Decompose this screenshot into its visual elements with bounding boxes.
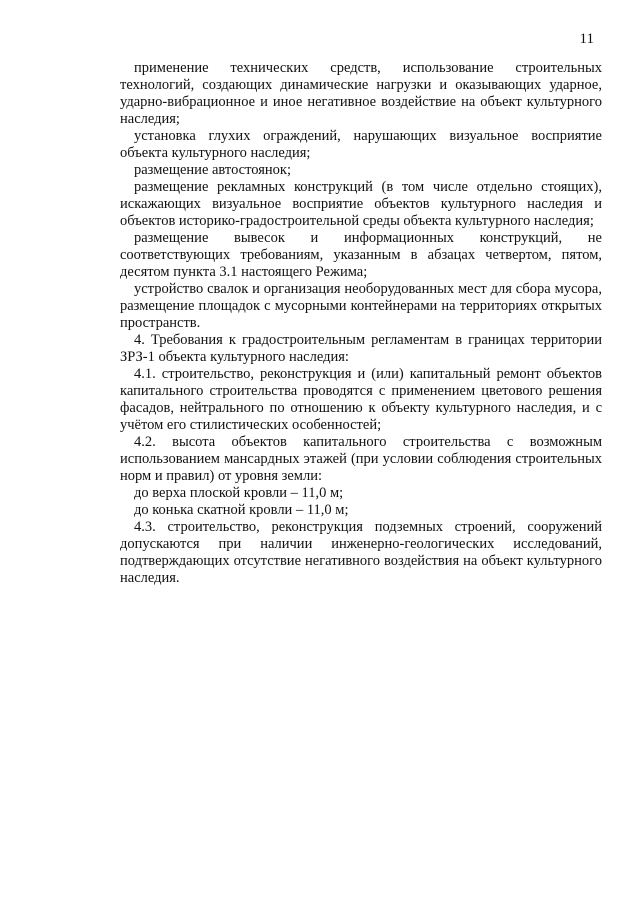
paragraph-blind-fences: установка глухих ограждений, нарушающих визуальное восприятие объекта культурного наследия; (120, 128, 602, 161)
item-4-1: 4.1. строительство, реконструкция и (или) капитальный ремонт объектов капитального строительства проводятся с применением цветового решения фасадов, нейтрального по отношению к объекту культурного наследия, и с учётом его стилистических особенностей; (120, 366, 602, 433)
page-number: 11 (579, 31, 594, 47)
height-flat-roof: до верха плоской кровли – 11,0 м; (134, 485, 344, 501)
section-4-heading: 4. Требования к градостроительным регламентам в границах территории ЗРЗ-1 объекта культурного наследия: (120, 332, 602, 365)
height-pitched-roof: до конька скатной кровли – 11,0 м; (134, 502, 349, 518)
item-4-3: 4.3. строительство, реконструкция подземных строений, сооружений допускаются при наличии инженерно-геологических исследований, подтверждающих отсутствие негативного воздействия на объект культурного наследия. (120, 519, 602, 586)
paragraph-signboards: размещение вывесок и информационных конструкций, не соответствующих требованиям, указанным в абзацах четвертом, пятом, десятом пункта 3.1 настоящего Режима; (120, 230, 602, 280)
paragraph-dumps: устройство свалок и организация необорудованных мест для сбора мусора, размещение площадок с мусорными контейнерами на территориях открытых пространств. (120, 281, 602, 331)
paragraph-parking: размещение автостоянок; (134, 162, 291, 178)
document-body (120, 60, 602, 587)
paragraph-technical-means: применение технических средств, использование строительных технологий, создающих динамические нагрузки и оказывающих ударное, ударно-вибрационное и иное негативное воздействие на объект культурного наследия; (120, 60, 602, 127)
item-4-2: 4.2. высота объектов капитального строительства с возможным использованием мансардных этажей (при условии соблюдения строительных норм и правил) от уровня земли: (120, 434, 602, 484)
paragraph-advertising: размещение рекламных конструкций (в том числе отдельно стоящих), искажающих визуальное восприятие объектов культурного наследия и объектов историко-градостроительной среды объекта культурного наследия; (120, 179, 602, 229)
